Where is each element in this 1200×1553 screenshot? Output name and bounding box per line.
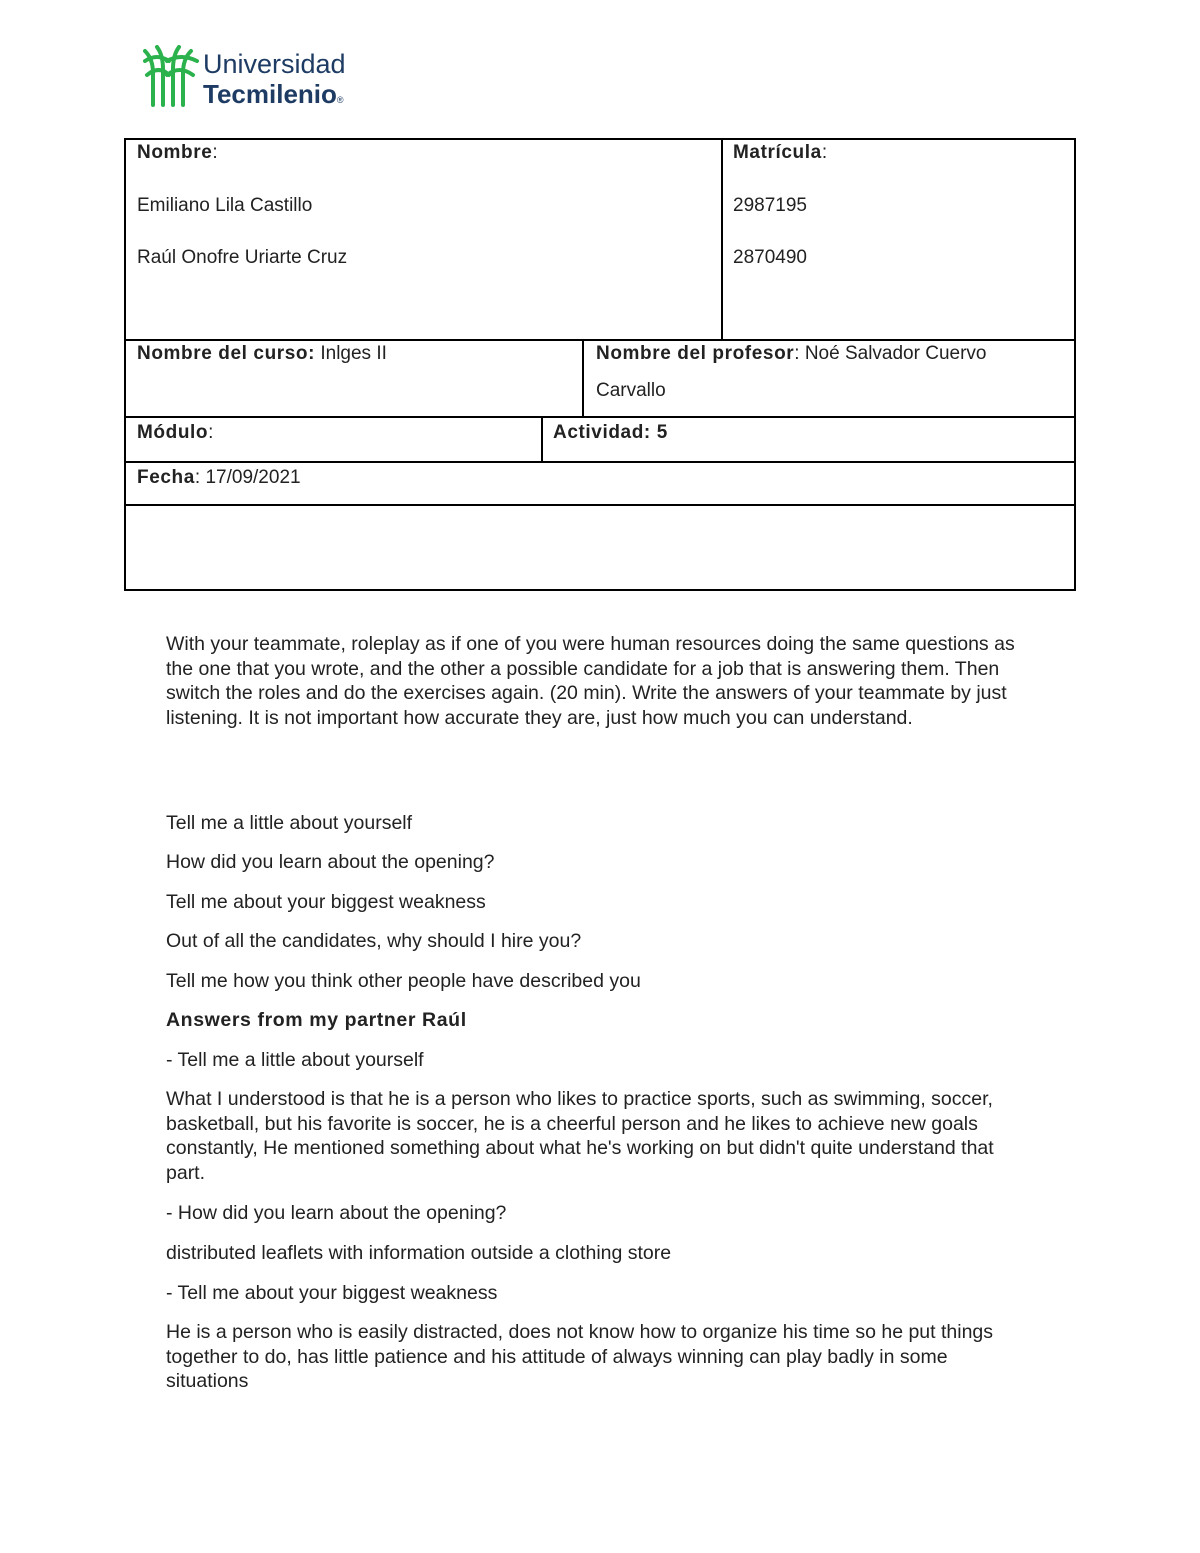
answers-heading: Answers from my partner Raúl — [166, 1009, 467, 1031]
matricula-value-1: 2987195 — [733, 195, 807, 216]
curso-label: Nombre del curso: — [137, 343, 316, 364]
answer-question-1: - Tell me a little about yourself — [166, 1049, 424, 1071]
actividad-label: Actividad: 5 — [553, 422, 668, 443]
modulo-cell: Módulo: — [137, 422, 214, 443]
answer-question-3: - Tell me about your biggest weakness — [166, 1282, 498, 1304]
row-divider — [124, 504, 1076, 506]
matricula-value-2: 2870490 — [733, 247, 807, 268]
nombre-cell: Nombre: — [137, 142, 218, 163]
answer-text-3: He is a person who is easily distracted, does not know how to organize his time so he put things together to do, has little patience and his attitude of always winning can play badly in some situations — [166, 1321, 994, 1392]
fecha-value: 17/09/2021 — [205, 467, 301, 488]
matricula-label: Matrícula — [733, 142, 822, 163]
col-divider — [582, 339, 584, 418]
university-logo — [143, 45, 363, 109]
instructions-paragraph: With your teammate, roleplay as if one of you were human resources doing the same questions as the one that you wrote, and the other a possible candidate for a job that is answering them. Then switch the roles and do the exercises again. (20 min). Write the answers of your teammate by just listening. It is not important how accurate they are, just how much you can understand. — [166, 633, 1015, 729]
fecha-label: Fecha — [137, 467, 195, 488]
profesor-value-line2: Carvallo — [596, 380, 666, 401]
nombre-label: Nombre — [137, 142, 213, 163]
answer-text-1: What I understood is that he is a person who likes to practice sports, such as swimming, soccer, basketball, but his favorite is soccer, he is a cheerful person and he likes to achieve new goals constantly, He mentioned something about what he's working on but didn't quite understand that part. — [166, 1088, 994, 1184]
answer-question-2: - How did you learn about the opening? — [166, 1202, 507, 1224]
curso-cell — [137, 344, 387, 363]
col-divider — [721, 138, 723, 341]
row-divider — [124, 416, 1076, 418]
row-divider — [124, 461, 1076, 463]
logo-brand-name: Tecmilenio — [203, 79, 337, 109]
row-divider — [124, 339, 1076, 341]
logo-line-tecmilenio — [203, 81, 346, 107]
fecha-cell: Fecha: 17/09/2021 — [137, 467, 301, 488]
nombre-value-2: Raúl Onofre Uriarte Cruz — [137, 247, 348, 268]
profesor-value: Noé Salvador Cuervo — [804, 343, 987, 364]
logo-trademark: ® — [336, 95, 344, 105]
student-info-table — [124, 138, 1076, 591]
answer-text-2: distributed leaflets with information outside a clothing store — [166, 1242, 672, 1264]
col-divider — [541, 416, 543, 463]
matricula-cell: Matrícula: — [733, 142, 828, 163]
question-5: Tell me how you think other people have described you — [166, 970, 641, 992]
profesor-cell: Nombre del profesor: Noé Salvador Cuervo — [596, 343, 987, 364]
question-2: How did you learn about the opening? — [166, 851, 495, 873]
profesor-label: Nombre del profesor — [596, 343, 795, 364]
question-4: Out of all the candidates, why should I hire you? — [166, 930, 582, 952]
nombre-value-1: Emiliano Lila Castillo — [137, 195, 313, 216]
modulo-label: Módulo — [137, 422, 209, 443]
question-1: Tell me a little about yourself — [166, 812, 413, 834]
logo-line-universidad: Universidad — [203, 49, 346, 79]
leaf-logo-icon — [143, 45, 199, 107]
question-3: Tell me about your biggest weakness — [166, 891, 486, 913]
curso-value: Inlges II — [320, 343, 387, 364]
